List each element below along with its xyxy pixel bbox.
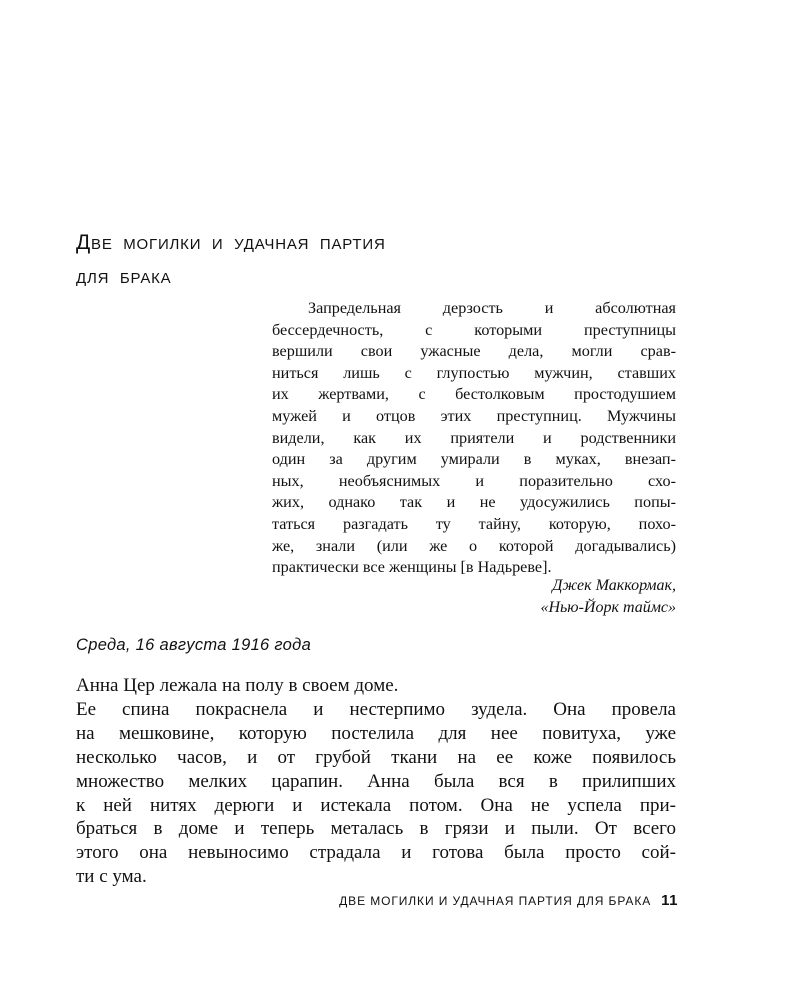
epigraph-line: таться разгадать ту тайну, которую, похо- [272,514,676,533]
epigraph-line: видели, как их приятели и родственники [272,428,676,447]
body-line: к ней нитях дерюги и истекала потом. Она не успела при- [76,794,676,816]
epigraph-line: их жертвами, с бестолковым простодушием [272,385,676,404]
page-number: 11 [661,892,678,909]
body-line: ти с ума. [76,866,147,888]
epigraph-line: один за другим умирали в муках, внезап- [272,450,676,469]
epigraph-line: ниться лишь с глупостью мужчин, ставших [272,363,676,382]
epigraph-line: Запредельная дерзость и абсолютная [308,299,676,317]
epigraph-line: практически все женщины [в Надьреве]. [272,558,552,577]
body-line: Ее спина покраснела и нестерпимо зудела. Она провела [76,698,676,720]
epigraph-line: бессердечность, с которыми преступницы [272,320,676,339]
chapter-title-line-2: для брака [76,265,172,288]
epigraph [272,298,676,579]
running-footer-title: ДВЕ МОГИЛКИ И УДАЧНАЯ ПАРТИЯ ДЛЯ БРАКА [339,894,652,908]
epigraph-line: же, знали (или же о которой догадывались) [272,536,676,555]
epigraph-line: ных, необъяснимых и поразительно схо- [272,471,676,490]
epigraph-line: вершили свои ужасные дела, могли срав- [272,342,676,361]
body-line: несколько часов, и от грубой ткани на ее коже появилось [76,746,676,768]
body-text [76,674,676,889]
body-line: этого она невыносимо страдала и готова была просто сой- [76,842,676,864]
chapter-title-line-1: Две могилки и удачная партия [76,231,386,254]
epigraph-source: «Нью-Йорк таймс» [540,598,676,616]
epigraph-attribution [400,575,676,618]
epigraph-author: Джек Маккормак, [552,577,676,594]
section-date: Среда, 16 августа 1916 года [76,636,312,654]
chapter-title [76,226,636,294]
epigraph-line: жих, однако так и не удосужились попы- [272,493,676,512]
body-line: на мешковине, которую постелила для нее повитуха, уже [76,722,676,744]
running-footer [260,892,678,909]
body-line: Анна Цер лежала на полу в своем доме. [76,675,399,696]
body-line: браться в доме и теперь металась в грязи и пыли. От всего [76,818,676,840]
body-line: множество мелких царапин. Анна была вся в прилипших [76,770,676,792]
epigraph-line: мужей и отцов этих преступниц. Мужчины [272,406,676,425]
